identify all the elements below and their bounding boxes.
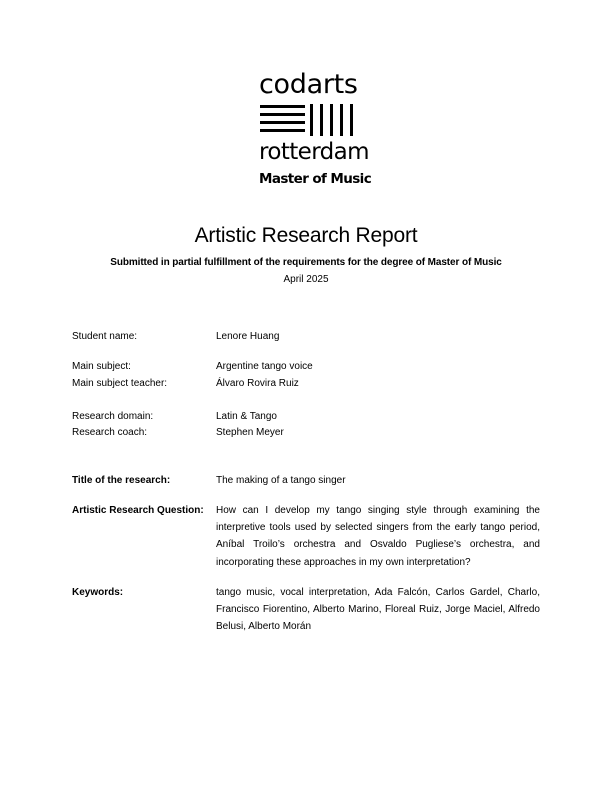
logo-word-codarts: codarts	[259, 69, 358, 100]
logo-subtitle: Master of Music	[259, 171, 372, 187]
logo-vline	[320, 104, 323, 136]
document-subtitle: Submitted in partial fulfillment of the requirements for the degree of Master of Music	[110, 257, 502, 268]
research-domain-label: Research domain:	[72, 411, 154, 422]
document-title: Artistic Research Report	[194, 224, 418, 247]
main-subject-teacher-value: Álvaro Rovira Ruiz	[216, 378, 299, 389]
logo-word-rotterdam: rotterdam	[259, 139, 369, 165]
logo-hline	[260, 129, 305, 132]
logo-hline	[260, 121, 305, 124]
student-name-label: Student name:	[72, 331, 138, 342]
research-coach-label: Research coach:	[72, 427, 148, 438]
research-question-label: Artistic Research Question:	[72, 505, 204, 516]
main-subject-teacher-label: Main subject teacher:	[72, 378, 168, 389]
logo-hline	[260, 105, 305, 108]
logo-lines-icon	[260, 104, 353, 136]
logo-vline	[350, 104, 353, 136]
research-coach-value: Stephen Meyer	[216, 427, 284, 438]
document-date: April 2025	[283, 274, 329, 285]
research-question-value: How can I develop my tango singing style through examining the interpretive tools used by selected singers from the early tango period, Aníbal Troilo’s orchestra and Osvaldo Pugliese’s orchestra, and incorporating these approaches in my own interpretation?	[216, 505, 540, 568]
main-subject-value: Argentine tango voice	[216, 361, 313, 372]
keywords-value: tango music, vocal interpretation, Ada Falcón, Carlos Gardel, Charlo, Francisco Fiorentino, Alberto Marino, Floreal Ruiz, Jorge Maciel, Alfredo Belusi, Alberto Morán	[216, 587, 540, 633]
logo-hline	[260, 113, 305, 116]
logo-vline	[330, 104, 333, 136]
logo-vline	[340, 104, 343, 136]
research-domain-value: Latin & Tango	[216, 411, 277, 422]
logo-vline	[310, 104, 313, 136]
research-title-value: The making of a tango singer	[216, 475, 346, 486]
student-name-value: Lenore Huang	[216, 331, 280, 342]
keywords-label: Keywords:	[72, 587, 124, 598]
research-title-label: Title of the research:	[72, 475, 171, 486]
main-subject-label: Main subject:	[72, 361, 131, 372]
